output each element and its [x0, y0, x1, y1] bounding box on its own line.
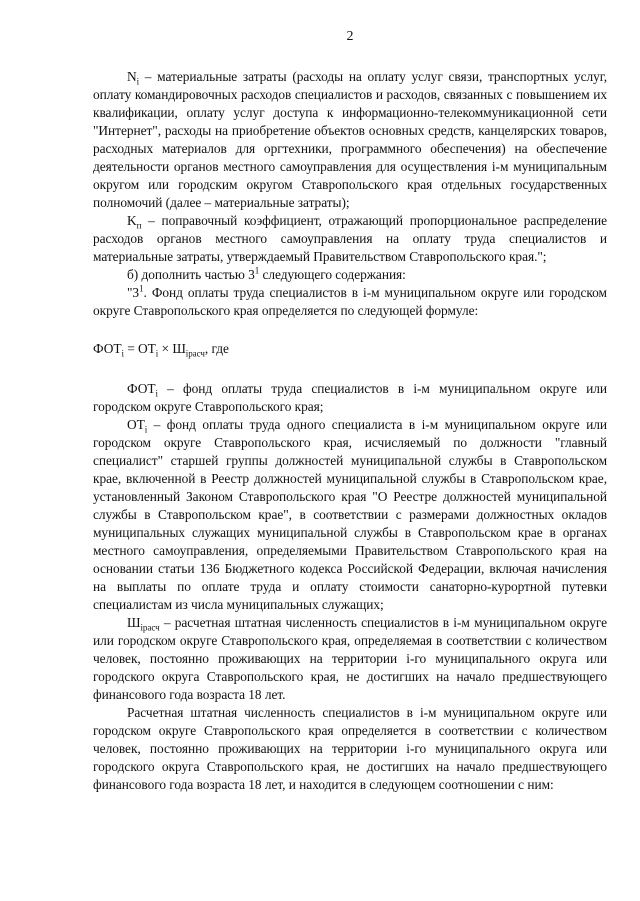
formula-subscript: i — [155, 348, 159, 359]
text-segment: следующего содержания: — [259, 267, 406, 282]
text-segment: "3 — [127, 285, 140, 300]
document-body — [93, 68, 607, 794]
formula-subscript: iрасч — [185, 348, 205, 359]
subscript-irasch: iрасч — [140, 622, 160, 633]
symbol-ot: ОТ — [127, 417, 145, 432]
paragraph-text: – поправочный коэффициент, отражающий пропорциональное распределение расходов органов местного самоуправления на оплату труда специалистов и материальные затраты, утверждаемый Правительством Ставропольского края."; — [93, 213, 607, 264]
paragraph-k-definition — [93, 212, 607, 266]
paragraph-amendment-b — [93, 266, 607, 284]
text-segment: . Фонд оплаты труда специалистов в i-м муниципальном округе или городском округе Ставропольского края определяется по следующей формуле: — [93, 285, 607, 318]
paragraph-n-definition — [93, 68, 607, 212]
paragraph-sh-definition — [93, 614, 607, 704]
paragraph-staff-ratio: Расчетная штатная численность специалистов в i-м муниципальном округе или городском округе Ставропольского края определяется в соответствии с количеством человек, постоянно проживающих на территории i-го муниципального округа или городского округа Ставропольского края, не достигших на начало предшествующего финансового года возраста 18 лет, и находится в следующем соотношении с ним: — [93, 705, 607, 792]
text-segment: б) дополнить частью 3 — [127, 267, 255, 282]
formula-symbol: × Ш — [158, 341, 186, 356]
formula-text: , где — [204, 341, 229, 356]
subscript-i: i — [144, 424, 148, 435]
symbol-k: K — [127, 213, 137, 228]
subscript-p: п — [136, 220, 142, 231]
paragraph-text: – расчетная штатная численность специалистов в i-м муниципальном округе или городском округе Ставропольского края, определяемая в соответствии с количеством человек, постоянно проживающих на территории i-го муниципального округа или городского округа Ставропольского края, не достигших на начало предшествующего финансового года возраста 18 лет. — [93, 615, 607, 702]
paragraph-fot-definition — [93, 380, 607, 416]
paragraph-text: – фонд оплаты труда специалистов в i-м муниципальном округе или городском округе Ставропольского края; — [93, 381, 607, 414]
paragraph-text: – фонд оплаты труда одного специалиста в i-м муниципальном округе или городском округе Ставропольского края, исчисляемый по должности "главный специалист" старшей группы должностей муниципальной службы в Ставропольском крае, включенной в Реестр должностей муниципальной службы в Ставропольском крае, установленный Законом Ставропольского края "О Реестре должностей муниципальной службы в Ставропольском крае", в соответствии с размерами должностных окладов муниципальных служащих муниципальной службы в Ставропольском крае в органах местного самоуправления, определяемыми Правительством Ставропольского края на основании статьи 136 Бюджетного кодекса Российской Федерации, включая начисления на выплаты по оплате труда и оплату стоимости санаторно-курортной путевки специалистам из числа муниципальных служащих; — [93, 417, 607, 612]
subscript-i: i — [155, 388, 158, 399]
formula-fot — [93, 340, 607, 358]
page-number: 2 — [346, 29, 354, 44]
symbol-n: N — [127, 69, 137, 84]
symbol-fot: ФОТ — [127, 381, 156, 396]
symbol-sh: Ш — [127, 615, 141, 630]
formula-symbol: = ОТ — [123, 341, 156, 356]
formula-subscript: i — [121, 348, 124, 359]
subscript-i: i — [136, 76, 140, 87]
superscript: 1 — [254, 265, 260, 276]
superscript: 1 — [139, 283, 144, 294]
paragraph-ot-definition — [93, 416, 607, 614]
paragraph-text: – материальные затраты (расходы на оплату услуг связи, транспортных услуг, оплату командировочных расходов специалистов и расходов, связанных с повышением их квалификации, оплату услуг доступа к информационно-телекоммуникационной сети "Интернет", расходы на приобретение объектов основных средств, канцелярских товаров, расходных материалов для оргтехники, программного обеспечения) на обеспечение деятельности органов местного самоуправления для осуществления i-м муниципальным округом или городским округом Ставропольского края отдельных государственных полномочий (далее – материальные затраты); — [93, 69, 607, 210]
formula-symbol: ФОТ — [93, 341, 122, 356]
paragraph-part-3-1 — [93, 284, 607, 320]
